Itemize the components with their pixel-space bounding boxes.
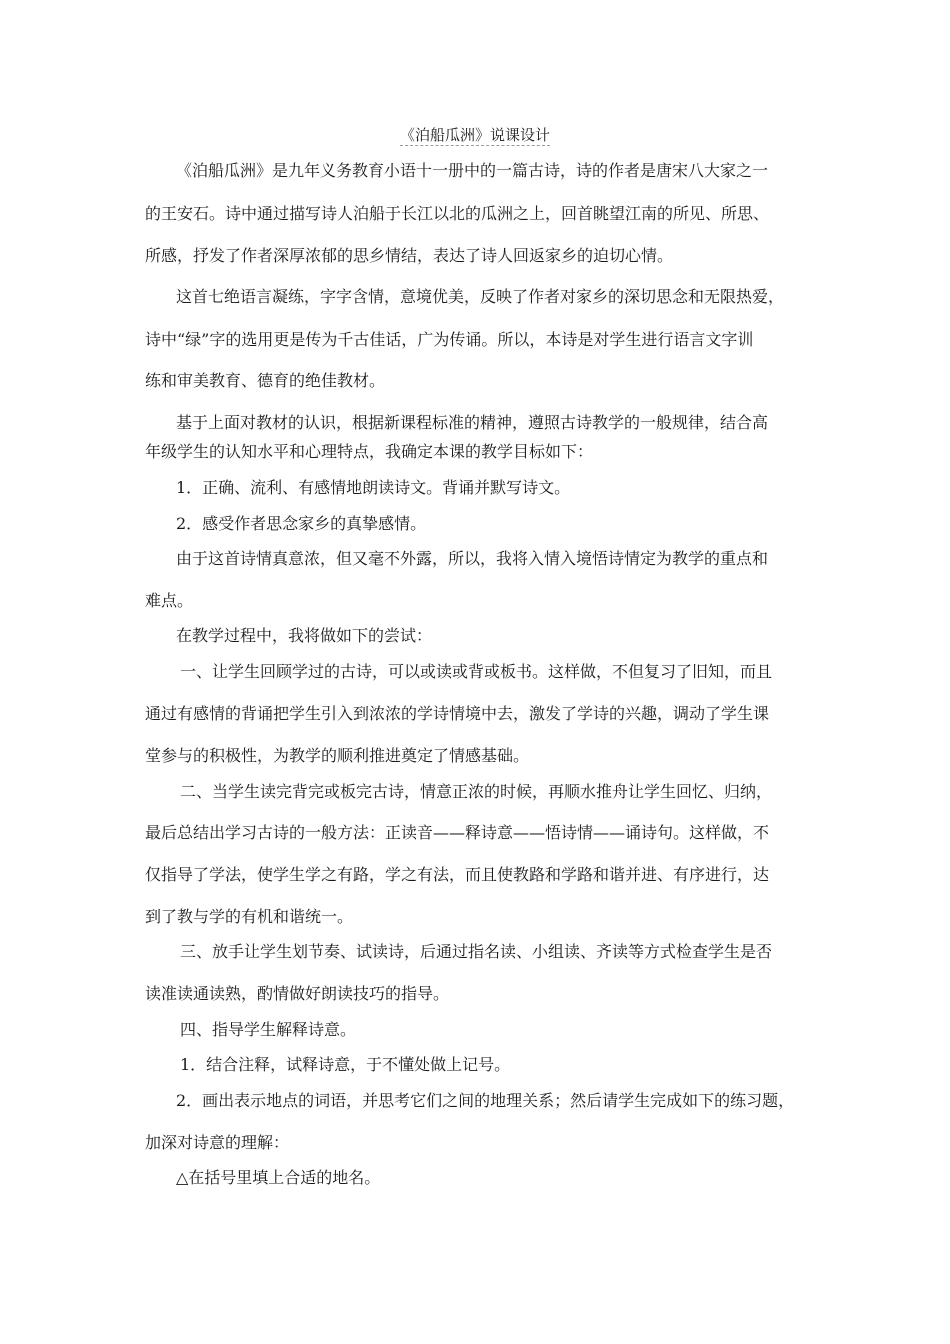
list-item: 2．画出表示地点的词语，并思考它们之间的地理关系；然后请学生完成如下的练习题， xyxy=(176,1091,795,1110)
body-line: 加深对诗意的理解： xyxy=(145,1133,290,1152)
body-line: 的王安石。诗中通过描写诗人泊船于长江以北的瓜洲之上，回首眺望江南的所见、所思、 xyxy=(145,204,770,223)
body-line: 三、放手让学生划节奏、试读诗，后通过指名读、小组读、齐读等方式检查学生是否 xyxy=(180,942,773,961)
list-item: 1．正确、流利、有感情地朗读诗文。背诵并默写诗文。 xyxy=(176,478,571,497)
body-line: 仅指导了学法，使学生学之有路，学之有法，而且使教路和学路和谐并进、有序进行，达 xyxy=(145,865,770,884)
body-line: 所感，抒发了作者深厚浓郁的思乡情结，表达了诗人回返家乡的迫切心情。 xyxy=(145,246,674,265)
body-line: 到了教与学的有机和谐统一。 xyxy=(145,907,354,926)
body-line: 《泊船瓜洲》是九年义务教育小语十一册中的一篇古诗，诗的作者是唐宋八大家之一 xyxy=(176,161,769,180)
list-item: 1．结合注释，试释诗意，于不懂处做上记号。 xyxy=(180,1055,511,1074)
body-line: 这首七绝语言凝练，字字含情，意境优美，反映了作者对家乡的深切思念和无限热爱， xyxy=(176,287,785,306)
body-line: 基于上面对教材的认识，根据新课程标准的精神，遵照古诗教学的一般规律，结合高 xyxy=(176,413,769,432)
document-title: 《泊船瓜洲》说课设计 xyxy=(399,126,550,144)
body-line: 练和审美教育、德育的绝佳教材。 xyxy=(145,371,386,390)
list-item: 2．感受作者思念家乡的真挚感情。 xyxy=(176,514,427,533)
body-line: 堂参与的积极性，为教学的顺利推进奠定了情感基础。 xyxy=(145,746,530,765)
body-line: 年级学生的认知水平和心理特点，我确定本课的教学目标如下： xyxy=(145,442,594,461)
body-line: 四、指导学生解释诗意。 xyxy=(180,1020,357,1039)
body-line: 二、当学生读完背完或板完古诗，情意正浓的时候，再顺水推舟让学生回忆、归纳， xyxy=(180,782,773,801)
body-line: 最后总结出学习古诗的一般方法：正读音——释诗意——悟诗情——诵诗句。这样做，不 xyxy=(145,823,770,842)
body-line: 难点。 xyxy=(145,591,194,610)
body-line: 读准读通读熟，酌情做好朗读技巧的指导。 xyxy=(145,984,450,1003)
body-line: △在括号里填上合适的地名。 xyxy=(176,1168,381,1187)
body-line: 通过有感情的背诵把学生引入到浓浓的学诗情境中去，激发了学诗的兴趣，调动了学生课 xyxy=(145,704,770,723)
body-line: 在教学过程中，我将做如下的尝试： xyxy=(176,626,433,645)
body-line: 由于这首诗情真意浓，但又毫不外露，所以，我将入情入境悟诗情定为教学的重点和 xyxy=(176,549,769,568)
body-line: 诗中“绿”字的选用更是传为千古佳话，广为传诵。所以，本诗是对学生进行语言文字训 xyxy=(145,330,754,349)
body-line: 一、让学生回顾学过的古诗，可以或读或背或板书。这样做，不但复习了旧知，而且 xyxy=(180,662,773,681)
